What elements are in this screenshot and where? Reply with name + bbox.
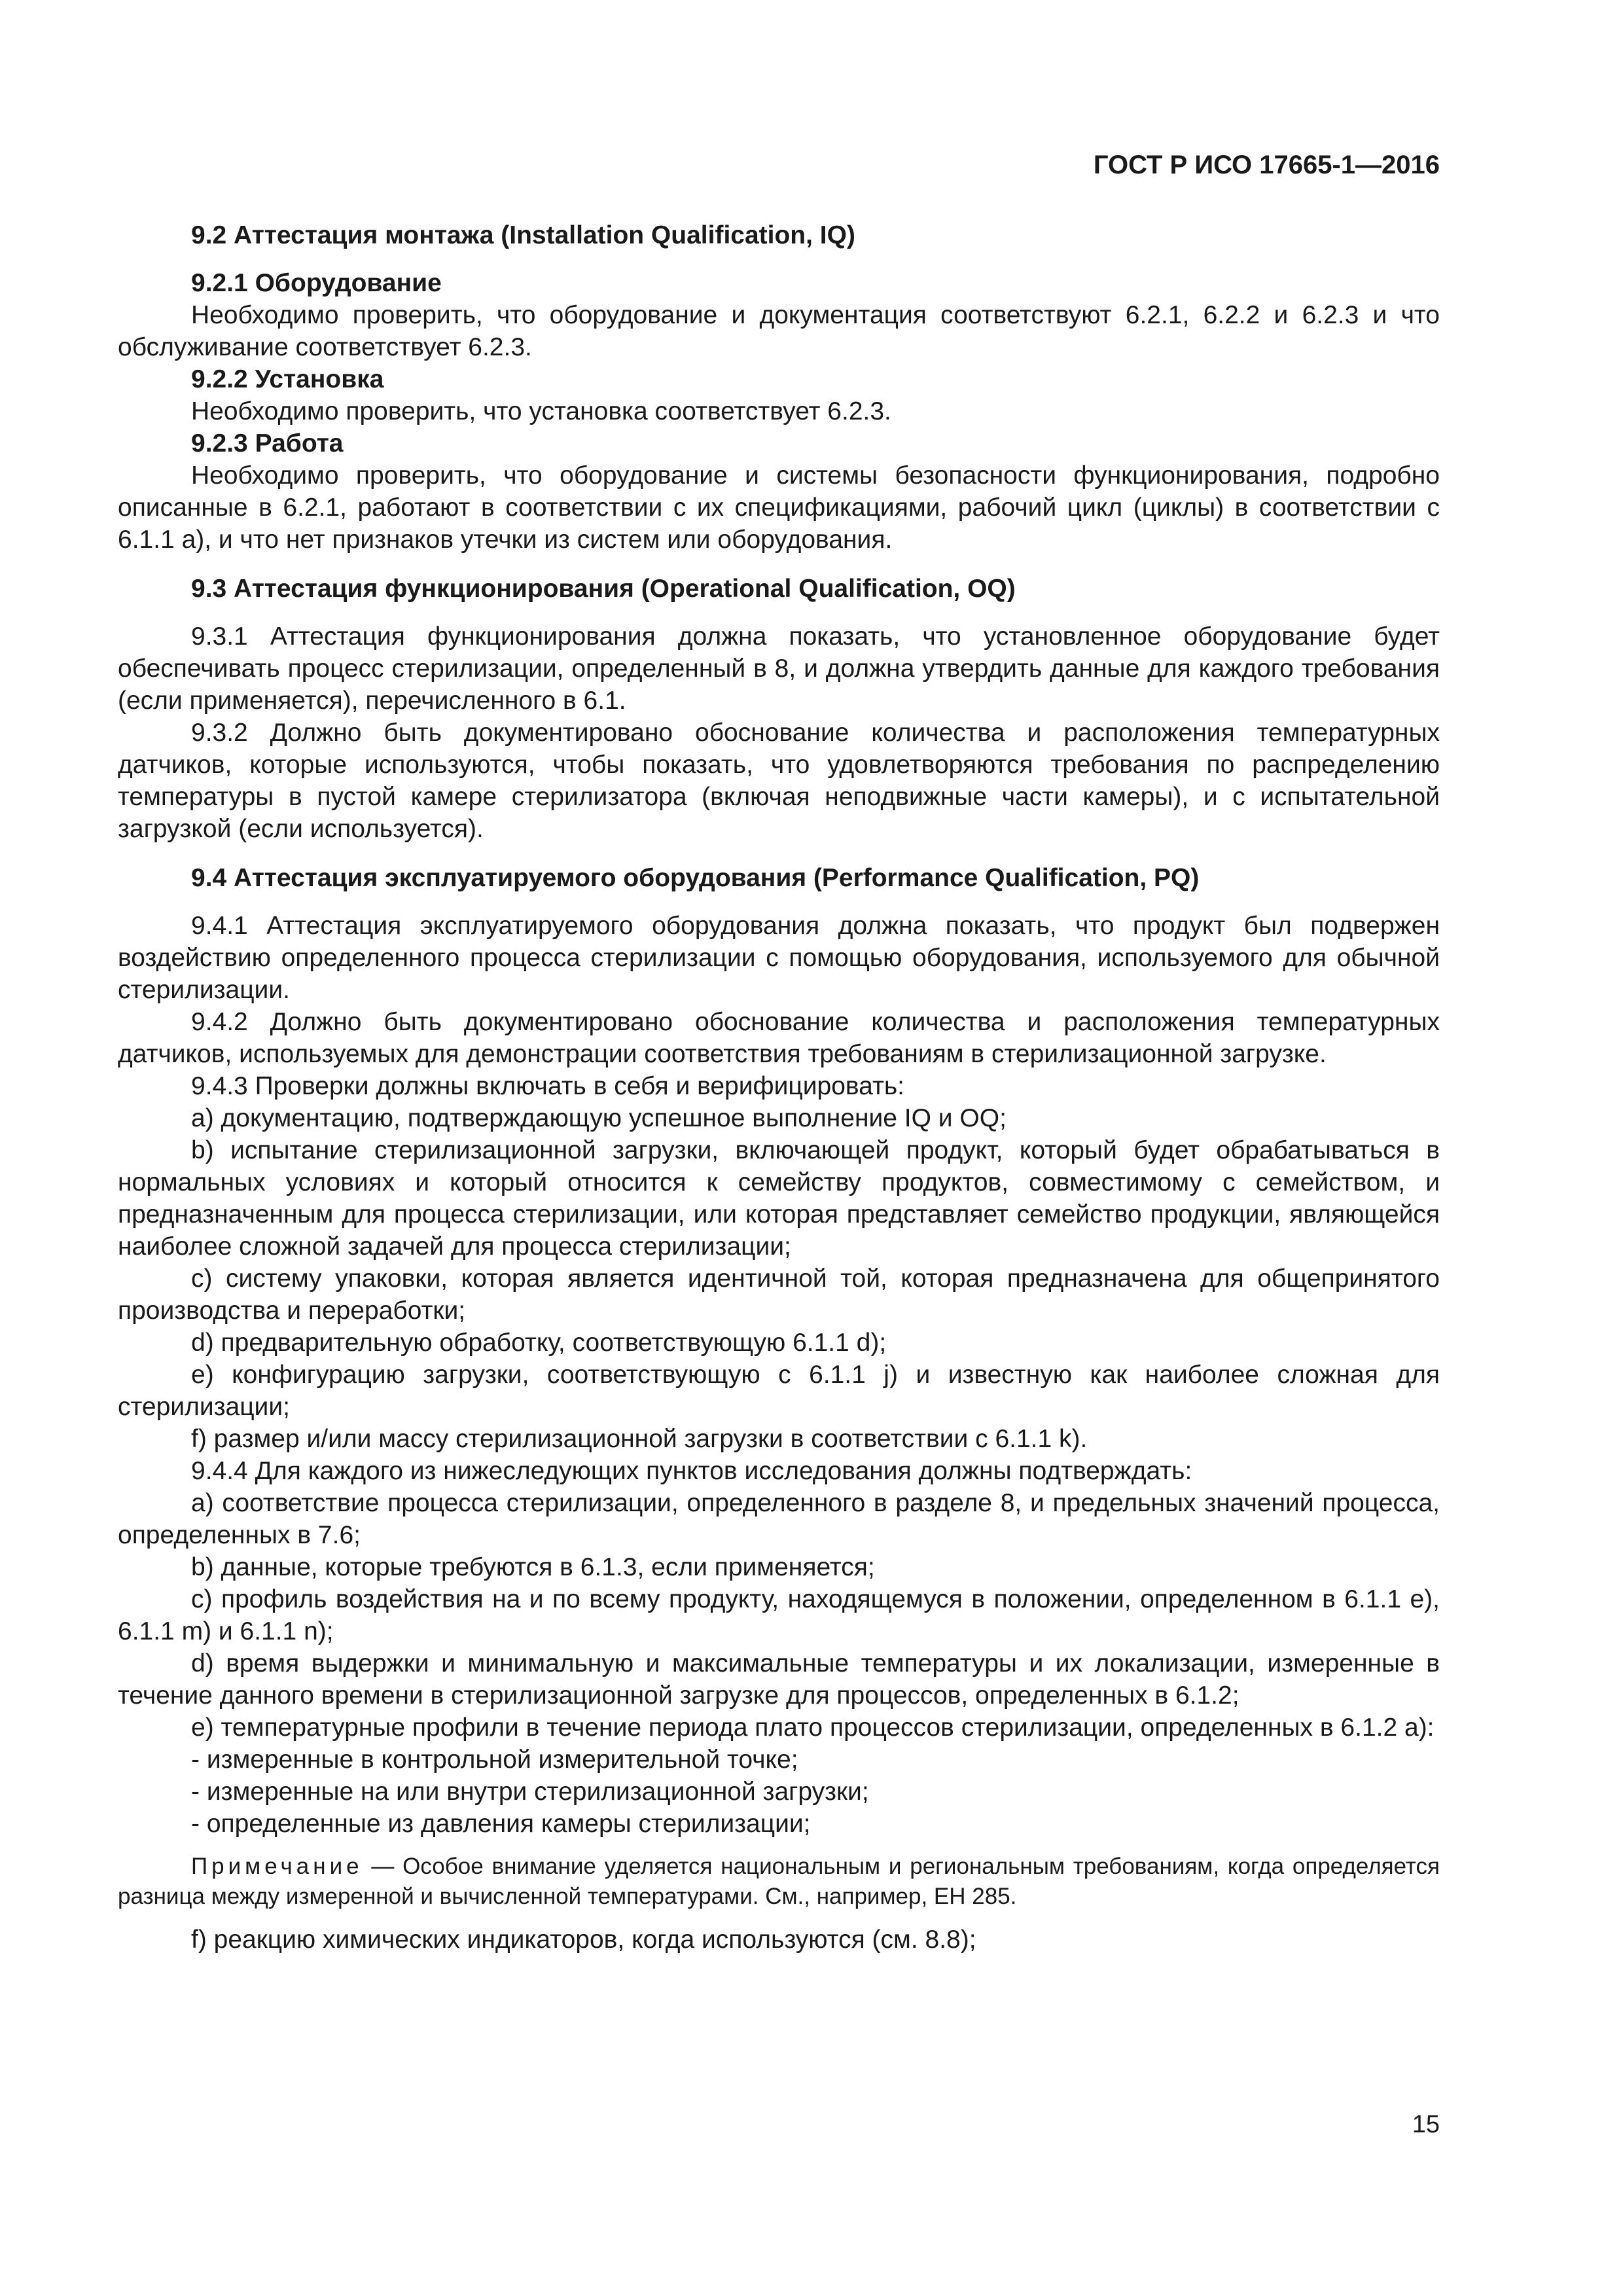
section-9-4-title: 9.4 Аттестация эксплуатируемого оборудования (Performance Qualification, PQ) [191,864,1200,892]
document-body [118,219,1440,1956]
section-9-2-3-title: 9.2.3 Работа [191,429,344,457]
list-item: c) систему упаковки, которая является идентичной той, которая предназначена для общепринятого производства и переработки; [118,1265,1440,1325]
section-9-4-3-text: 9.4.3 Проверки должны включать в себя и верифицировать: [191,1072,905,1100]
note-text: — Особое внимание уделяется национальным и региональным требованиям, когда определяется разница между измеренной и вычисленной температурами. См., например, ЕН 285. [118,1854,1440,1909]
section-9-4-2-text: 9.4.2 Должно быть документировано обоснование количества и расположения температурных датчиков, используемых для демонстрации соответствия требованиям в стерилизационной загрузке. [118,1008,1440,1068]
note-label: Примечание [191,1854,363,1879]
section-9-2-3-text: Необходимо проверить, что оборудование и системы безопасности функционирования, подробно описанные в 6.2.1, работают в соответствии с их спецификациями, рабочий цикл (циклы) в соответствии с 6.1.1 a), и что нет признаков утечки из систем или оборудования. [118,461,1440,554]
section-9-2-title: 9.2 Аттестация монтажа (Installation Qualification, IQ) [191,221,855,249]
section-9-4-4-text: 9.4.4 Для каждого из нижеследующих пунктов исследования должны подтверждать: [191,1457,1192,1485]
list-item: a) соответствие процесса стерилизации, определенного в разделе 8, и предельных значений процесса, определенных в 7.6; [118,1489,1440,1549]
list-item: b) испытание стерилизационной загрузки, включающей продукт, который будет обрабатываться в нормальных условиях и который относится к семейству продуктов, совместимому с семейством, и предназначенным для процесса стерилизации, или которая представляет семейство продукции, являющейся наиболее сложной задачей для процесса стерилизации; [118,1136,1440,1261]
list-item: b) данные, которые требуются в 6.1.3, если применяется; [191,1553,875,1581]
section-9-3-1-text: 9.3.1 Аттестация функционирования должна показать, что установленное оборудование будет обеспечивать процесс стерилизации, определенный в 8, и должна утвердить данные для каждого требования (если применяется), перечисленного в 6.1. [118,622,1440,715]
dash-item: - измеренные в контрольной измерительной точке; [191,1746,798,1774]
section-9-3-title: 9.3 Аттестация функционирования (Operational Qualification, OQ) [191,575,1016,603]
document-header: ГОСТ Р ИСО 17665-1—2016 [1093,151,1440,179]
section-9-2-1-text: Необходимо проверить, что оборудование и документация соответствуют 6.2.1, 6.2.2 и 6.2.3 и что обслуживание соответствует 6.2.3. [118,301,1440,361]
list-item: d) предварительную обработку, соответствующую 6.1.1 d); [191,1329,887,1357]
list-item: f) размер и/или массу стерилизационной загрузки в соответствии с 6.1.1 k). [191,1425,1088,1453]
section-9-3-2-text: 9.3.2 Должно быть документировано обоснование количества и расположения температурных датчиков, которые используются, чтобы показать, что удовлетворяются требования по распределению температуры в пустой камере стерилизатора (включая неподвижные части камеры), и с испытательной загрузкой (если используется). [118,719,1440,843]
list-item: f) реакцию химических индикаторов, когда используются (см. 8.8); [191,1926,976,1954]
list-item: d) время выдержки и минимальную и максимальные температуры и их локализации, измеренные в течение данного времени в стерилизационной загрузке для процессов, определенных в 6.1.2; [118,1649,1440,1710]
section-9-2-2-title: 9.2.2 Установка [191,365,384,393]
section-9-2-1-title: 9.2.1 Оборудование [191,269,442,297]
dash-item: - измеренные на или внутри стерилизационной загрузки; [191,1778,869,1806]
section-9-4-1-text: 9.4.1 Аттестация эксплуатируемого оборудования должна показать, что продукт был подвержен воздействию определенного процесса стерилизации с помощью оборудования, используемого для обычной стерилизации. [118,912,1440,1004]
list-item: e) температурные профили в течение периода плато процессов стерилизации, определенных в 6.1.2 a): [191,1713,1435,1742]
dash-item: - определенные из давления камеры стерилизации; [191,1810,811,1838]
list-item: a) документацию, подтверждающую успешное выполнение IQ и OQ; [191,1104,1007,1132]
page-number: 15 [1412,2111,1440,2138]
note [118,1852,1440,1912]
list-item: e) конфигурацию загрузки, соответствующую с 6.1.1 j) и известную как наиболее сложная для стерилизации; [118,1361,1440,1421]
list-item: c) профиль воздействия на и по всему продукту, находящемуся в положении, определенном в 6.1.1 e), 6.1.1 m) и 6.1.1 n); [118,1585,1440,1645]
section-9-2-2-text: Необходимо проверить, что установка соответствует 6.2.3. [191,397,891,425]
